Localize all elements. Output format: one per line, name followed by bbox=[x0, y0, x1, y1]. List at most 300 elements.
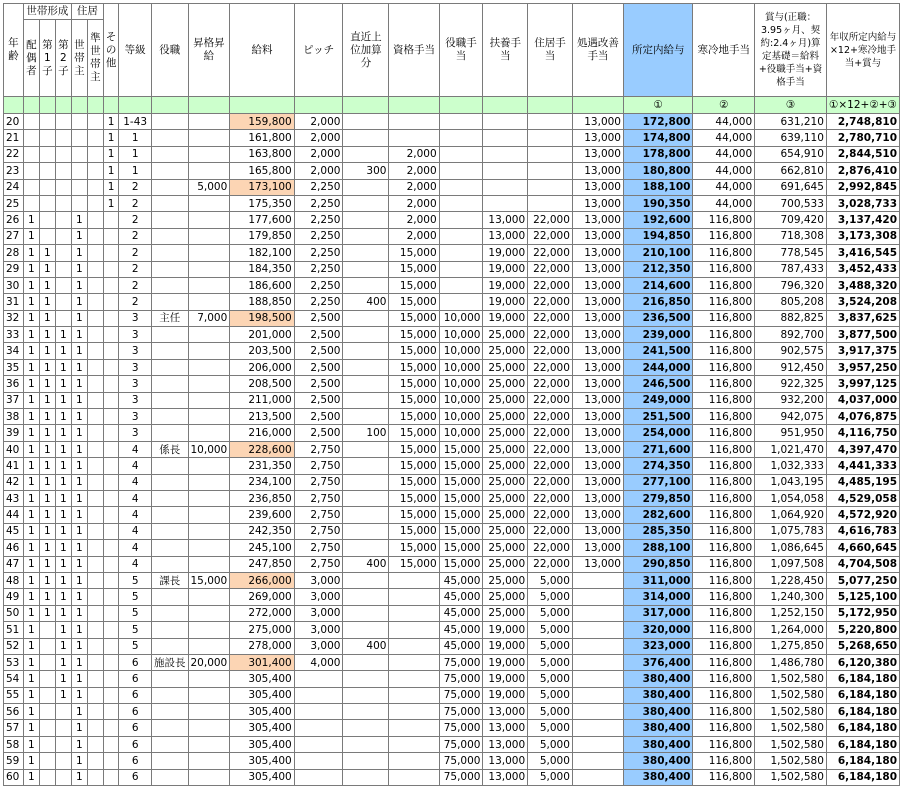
cell-pitch bbox=[294, 704, 343, 720]
cell-bonus: 1,064,920 bbox=[755, 507, 827, 523]
cell-child1: 1 bbox=[39, 409, 55, 425]
cell-bonus: 1,502,580 bbox=[755, 769, 827, 785]
cell-housing: 5,000 bbox=[528, 589, 573, 605]
cell-treatment: 13,000 bbox=[572, 523, 623, 539]
cell-position bbox=[152, 704, 189, 720]
cell-semi-head bbox=[87, 376, 103, 392]
cell-child1 bbox=[39, 654, 55, 670]
cell-salary: 231,350 bbox=[230, 458, 294, 474]
cell-position bbox=[152, 212, 189, 228]
cell-grade: 3 bbox=[119, 425, 152, 441]
cell-head: 1 bbox=[71, 392, 87, 408]
cell-age: 39 bbox=[4, 425, 24, 441]
cell-recent-add: 100 bbox=[343, 425, 389, 441]
cell-qualification bbox=[389, 589, 439, 605]
cell-recent-add bbox=[343, 540, 389, 556]
cell-bonus: 951,950 bbox=[755, 425, 827, 441]
cell-qualification bbox=[389, 638, 439, 654]
cell-semi-head bbox=[87, 720, 103, 736]
cell-salary: 278,000 bbox=[230, 638, 294, 654]
cell-semi-head bbox=[87, 277, 103, 293]
cell-housing: 22,000 bbox=[528, 277, 573, 293]
cell-cold-allowance: 116,800 bbox=[693, 245, 755, 261]
cell-housing: 5,000 bbox=[528, 736, 573, 752]
cell-grade: 4 bbox=[119, 490, 152, 506]
cell-position bbox=[152, 392, 189, 408]
cell-spouse: 1 bbox=[23, 589, 39, 605]
cell-promo bbox=[188, 589, 230, 605]
cell-qualification: 15,000 bbox=[389, 392, 439, 408]
cell-pitch: 2,750 bbox=[294, 474, 343, 490]
cell-promo bbox=[188, 376, 230, 392]
cell-other bbox=[103, 572, 119, 588]
cell-grade: 2 bbox=[119, 195, 152, 211]
table-row bbox=[4, 327, 900, 343]
cell-spouse bbox=[23, 195, 39, 211]
cell-head: 1 bbox=[71, 687, 87, 703]
cell-grade: 3 bbox=[119, 376, 152, 392]
cell-dependent: 25,000 bbox=[483, 540, 528, 556]
cell-pitch: 3,000 bbox=[294, 589, 343, 605]
cell-semi-head bbox=[87, 294, 103, 310]
cell-promo bbox=[188, 704, 230, 720]
cell-promo bbox=[188, 736, 230, 752]
cell-promo bbox=[188, 605, 230, 621]
header-post-allowance: 役職手当 bbox=[439, 4, 483, 97]
cell-promo bbox=[188, 458, 230, 474]
cell-post-allowance: 45,000 bbox=[439, 572, 483, 588]
cell-position bbox=[152, 359, 189, 375]
cell-dependent: 25,000 bbox=[483, 441, 528, 457]
cell-position bbox=[152, 474, 189, 490]
cell-child1: 1 bbox=[39, 540, 55, 556]
cell-housing: 22,000 bbox=[528, 425, 573, 441]
cell-recent-add bbox=[343, 458, 389, 474]
cell-annual: 5,268,650 bbox=[826, 638, 899, 654]
cell-position bbox=[152, 261, 189, 277]
cell-age: 38 bbox=[4, 409, 24, 425]
cell-post-allowance: 45,000 bbox=[439, 622, 483, 638]
cell-other bbox=[103, 441, 119, 457]
cell-recent-add bbox=[343, 146, 389, 162]
cell-recent-add bbox=[343, 343, 389, 359]
cell-salary: 305,400 bbox=[230, 704, 294, 720]
cell-qualification bbox=[389, 654, 439, 670]
cell-age: 32 bbox=[4, 310, 24, 326]
cell-child1: 1 bbox=[39, 589, 55, 605]
cell-position bbox=[152, 294, 189, 310]
cell-child1: 1 bbox=[39, 376, 55, 392]
cell-qualification bbox=[389, 687, 439, 703]
cell-pitch: 3,000 bbox=[294, 572, 343, 588]
cell-promo bbox=[188, 277, 230, 293]
cell-child2: 1 bbox=[55, 458, 71, 474]
cell-annual: 2,844,510 bbox=[826, 146, 899, 162]
cell-treatment bbox=[572, 769, 623, 785]
cell-grade: 2 bbox=[119, 228, 152, 244]
cell-age: 27 bbox=[4, 228, 24, 244]
cell-bonus: 796,320 bbox=[755, 277, 827, 293]
cell-cold-allowance: 116,800 bbox=[693, 753, 755, 769]
cell-dependent: 13,000 bbox=[483, 228, 528, 244]
cell-fixed-salary: 194,850 bbox=[624, 228, 693, 244]
cell-semi-head bbox=[87, 359, 103, 375]
cell-cold-allowance: 116,800 bbox=[693, 261, 755, 277]
cell-treatment: 13,000 bbox=[572, 458, 623, 474]
cell-housing: 22,000 bbox=[528, 245, 573, 261]
cell-child2 bbox=[55, 195, 71, 211]
cell-pitch: 2,250 bbox=[294, 277, 343, 293]
cell-child1: 1 bbox=[39, 392, 55, 408]
cell-fixed-salary: 288,100 bbox=[624, 540, 693, 556]
cell-grade: 6 bbox=[119, 720, 152, 736]
cell-head bbox=[71, 163, 87, 179]
cell-qualification: 2,000 bbox=[389, 163, 439, 179]
cell-recent-add bbox=[343, 130, 389, 146]
table-body bbox=[4, 97, 900, 786]
table-row bbox=[4, 163, 900, 179]
cell-child1 bbox=[39, 146, 55, 162]
cell-treatment: 13,000 bbox=[572, 540, 623, 556]
cell-promo: 10,000 bbox=[188, 441, 230, 457]
cell-grade: 1 bbox=[119, 163, 152, 179]
cell-post-allowance: 10,000 bbox=[439, 376, 483, 392]
table-row bbox=[4, 261, 900, 277]
cell-treatment bbox=[572, 736, 623, 752]
cell-cold-allowance: 116,800 bbox=[693, 720, 755, 736]
cell-annual: 3,917,375 bbox=[826, 343, 899, 359]
cell-promo bbox=[188, 523, 230, 539]
cell-bonus: 778,545 bbox=[755, 245, 827, 261]
cell-post-allowance: 15,000 bbox=[439, 556, 483, 572]
cell-cold-allowance: 44,000 bbox=[693, 195, 755, 211]
cell-spouse: 1 bbox=[23, 736, 39, 752]
cell-dependent: 13,000 bbox=[483, 212, 528, 228]
cell-recent-add bbox=[343, 114, 389, 130]
cell-position bbox=[152, 507, 189, 523]
cell-child2: 1 bbox=[55, 556, 71, 572]
cell-spouse: 1 bbox=[23, 392, 39, 408]
cell-housing: 22,000 bbox=[528, 310, 573, 326]
cell-promo bbox=[188, 228, 230, 244]
cell-semi-head bbox=[87, 146, 103, 162]
cell-annual: 3,524,208 bbox=[826, 294, 899, 310]
cell-child2 bbox=[55, 130, 71, 146]
cell-treatment: 13,000 bbox=[572, 556, 623, 572]
cell-fixed-salary: 254,000 bbox=[624, 425, 693, 441]
cell-cold-allowance: 116,800 bbox=[693, 425, 755, 441]
cell-grade: 3 bbox=[119, 327, 152, 343]
cell-child2: 1 bbox=[55, 638, 71, 654]
cell-dependent: 19,000 bbox=[483, 294, 528, 310]
table-row bbox=[4, 720, 900, 736]
cell-annual: 4,616,783 bbox=[826, 523, 899, 539]
cell-other bbox=[103, 409, 119, 425]
cell-child1: 1 bbox=[39, 327, 55, 343]
cell-pitch bbox=[294, 687, 343, 703]
header-fixed-salary: 所定内給与 bbox=[624, 4, 693, 97]
cell-housing bbox=[528, 146, 573, 162]
cell-semi-head bbox=[87, 654, 103, 670]
cell-cold-allowance: 116,800 bbox=[693, 605, 755, 621]
cell-cold-allowance: 116,800 bbox=[693, 212, 755, 228]
cell-promo bbox=[188, 409, 230, 425]
cell-semi-head bbox=[87, 212, 103, 228]
cell-post-allowance: 15,000 bbox=[439, 540, 483, 556]
table-row bbox=[4, 589, 900, 605]
table-row bbox=[4, 425, 900, 441]
cell-other bbox=[103, 556, 119, 572]
cell-post-allowance: 45,000 bbox=[439, 589, 483, 605]
cell-semi-head bbox=[87, 704, 103, 720]
cell-child2 bbox=[55, 179, 71, 195]
cell-recent-add bbox=[343, 654, 389, 670]
cell-spouse: 1 bbox=[23, 704, 39, 720]
cell-recent-add bbox=[343, 687, 389, 703]
cell-cold-allowance: 116,800 bbox=[693, 376, 755, 392]
cell-grade: 5 bbox=[119, 589, 152, 605]
cell-promo bbox=[188, 753, 230, 769]
cell-child2 bbox=[55, 310, 71, 326]
cell-recent-add bbox=[343, 589, 389, 605]
cell-dependent: 25,000 bbox=[483, 572, 528, 588]
cell-position bbox=[152, 687, 189, 703]
cell-spouse: 1 bbox=[23, 622, 39, 638]
table-row bbox=[4, 605, 900, 621]
cell-post-allowance: 10,000 bbox=[439, 327, 483, 343]
cell-cold-allowance: 116,800 bbox=[693, 736, 755, 752]
cell-post-allowance bbox=[439, 212, 483, 228]
cell-treatment bbox=[572, 638, 623, 654]
cell-qualification: 15,000 bbox=[389, 343, 439, 359]
cell-pitch bbox=[294, 720, 343, 736]
cell-bonus: 1,097,508 bbox=[755, 556, 827, 572]
cell-promo bbox=[188, 130, 230, 146]
cell-pitch: 3,000 bbox=[294, 638, 343, 654]
cell-other bbox=[103, 507, 119, 523]
cell-fixed-salary: 271,600 bbox=[624, 441, 693, 457]
cell-post-allowance: 75,000 bbox=[439, 671, 483, 687]
cell-other bbox=[103, 671, 119, 687]
cell-salary: 305,400 bbox=[230, 720, 294, 736]
table-row bbox=[4, 343, 900, 359]
cell-spouse: 1 bbox=[23, 294, 39, 310]
salary-table bbox=[3, 3, 900, 786]
cell-other bbox=[103, 589, 119, 605]
cell-head: 1 bbox=[71, 704, 87, 720]
cell-treatment bbox=[572, 687, 623, 703]
cell-head: 1 bbox=[71, 212, 87, 228]
cell-cold-allowance: 44,000 bbox=[693, 146, 755, 162]
cell-post-allowance: 15,000 bbox=[439, 490, 483, 506]
cell-spouse: 1 bbox=[23, 605, 39, 621]
cell-annual: 4,397,470 bbox=[826, 441, 899, 457]
cell-child1: 1 bbox=[39, 245, 55, 261]
cell-dependent: 25,000 bbox=[483, 343, 528, 359]
table-row bbox=[4, 638, 900, 654]
cell-semi-head bbox=[87, 179, 103, 195]
table-row bbox=[4, 114, 900, 130]
cell-treatment bbox=[572, 622, 623, 638]
cell-pitch: 2,750 bbox=[294, 507, 343, 523]
cell-semi-head bbox=[87, 490, 103, 506]
cell-child1 bbox=[39, 622, 55, 638]
header-dependent: 扶養手当 bbox=[483, 4, 528, 97]
cell-treatment: 13,000 bbox=[572, 212, 623, 228]
cell-head: 1 bbox=[71, 540, 87, 556]
cell-grade: 2 bbox=[119, 245, 152, 261]
cell-fixed-salary: 311,000 bbox=[624, 572, 693, 588]
cell-post-allowance bbox=[439, 163, 483, 179]
table-row bbox=[4, 622, 900, 638]
cell-cold-allowance: 116,800 bbox=[693, 343, 755, 359]
cell-salary: 275,000 bbox=[230, 622, 294, 638]
cell-spouse: 1 bbox=[23, 671, 39, 687]
cell-position bbox=[152, 228, 189, 244]
cell-fixed-salary: 236,500 bbox=[624, 310, 693, 326]
cell-dependent: 19,000 bbox=[483, 245, 528, 261]
cell-recent-add bbox=[343, 359, 389, 375]
cell-age: 43 bbox=[4, 490, 24, 506]
cell-treatment: 13,000 bbox=[572, 376, 623, 392]
cell-salary: 239,600 bbox=[230, 507, 294, 523]
table-row bbox=[4, 523, 900, 539]
cell-dependent bbox=[483, 163, 528, 179]
cell-housing: 5,000 bbox=[528, 622, 573, 638]
cell-bonus: 1,075,783 bbox=[755, 523, 827, 539]
cell-cold-allowance: 44,000 bbox=[693, 179, 755, 195]
cell-other bbox=[103, 392, 119, 408]
cell-other: 1 bbox=[103, 195, 119, 211]
cell-promo bbox=[188, 195, 230, 211]
cell-treatment: 13,000 bbox=[572, 228, 623, 244]
cell-other bbox=[103, 523, 119, 539]
cell-promo bbox=[188, 720, 230, 736]
cell-housing: 5,000 bbox=[528, 769, 573, 785]
cell-fixed-salary: 285,350 bbox=[624, 523, 693, 539]
cell-recent-add bbox=[343, 572, 389, 588]
cell-spouse bbox=[23, 114, 39, 130]
header-row-top bbox=[4, 4, 900, 20]
cell-qualification: 15,000 bbox=[389, 458, 439, 474]
cell-cold-allowance: 116,800 bbox=[693, 458, 755, 474]
cell-grade: 4 bbox=[119, 441, 152, 457]
cell-salary: 305,400 bbox=[230, 753, 294, 769]
cell-annual: 3,452,433 bbox=[826, 261, 899, 277]
cell-spouse: 1 bbox=[23, 376, 39, 392]
cell-pitch: 2,500 bbox=[294, 310, 343, 326]
cell-qualification: 2,000 bbox=[389, 146, 439, 162]
marker-bonus: ③ bbox=[755, 97, 827, 114]
cell-semi-head bbox=[87, 736, 103, 752]
cell-promo: 15,000 bbox=[188, 572, 230, 588]
cell-pitch: 2,500 bbox=[294, 327, 343, 343]
cell-position bbox=[152, 277, 189, 293]
cell-bonus: 1,032,333 bbox=[755, 458, 827, 474]
cell-recent-add bbox=[343, 441, 389, 457]
cell-spouse: 1 bbox=[23, 458, 39, 474]
cell-cold-allowance: 116,800 bbox=[693, 490, 755, 506]
cell-other bbox=[103, 310, 119, 326]
cell-head: 1 bbox=[71, 753, 87, 769]
cell-fixed-salary: 216,850 bbox=[624, 294, 693, 310]
table-row bbox=[4, 671, 900, 687]
cell-child1: 1 bbox=[39, 261, 55, 277]
cell-child2 bbox=[55, 163, 71, 179]
cell-treatment bbox=[572, 704, 623, 720]
cell-recent-add bbox=[343, 736, 389, 752]
cell-head bbox=[71, 146, 87, 162]
cell-cold-allowance: 116,800 bbox=[693, 671, 755, 687]
cell-housing: 22,000 bbox=[528, 376, 573, 392]
cell-child2: 1 bbox=[55, 409, 71, 425]
table-row bbox=[4, 474, 900, 490]
cell-promo bbox=[188, 556, 230, 572]
cell-other bbox=[103, 736, 119, 752]
cell-age: 44 bbox=[4, 507, 24, 523]
cell-position bbox=[152, 195, 189, 211]
cell-grade: 6 bbox=[119, 687, 152, 703]
cell-age: 30 bbox=[4, 277, 24, 293]
table-row bbox=[4, 572, 900, 588]
cell-other bbox=[103, 605, 119, 621]
cell-grade: 5 bbox=[119, 605, 152, 621]
cell-age: 56 bbox=[4, 704, 24, 720]
cell-dependent bbox=[483, 130, 528, 146]
cell-housing: 22,000 bbox=[528, 540, 573, 556]
cell-housing bbox=[528, 195, 573, 211]
cell-housing: 5,000 bbox=[528, 687, 573, 703]
cell-head: 1 bbox=[71, 638, 87, 654]
table-row bbox=[4, 392, 900, 408]
cell-post-allowance bbox=[439, 146, 483, 162]
cell-post-allowance bbox=[439, 179, 483, 195]
marker-annual: ①×12+②+③ bbox=[826, 97, 899, 114]
cell-grade: 3 bbox=[119, 343, 152, 359]
cell-annual: 5,220,800 bbox=[826, 622, 899, 638]
cell-semi-head bbox=[87, 163, 103, 179]
cell-spouse: 1 bbox=[23, 212, 39, 228]
cell-post-allowance: 75,000 bbox=[439, 769, 483, 785]
cell-salary: 173,100 bbox=[230, 179, 294, 195]
cell-dependent: 19,000 bbox=[483, 622, 528, 638]
table-row bbox=[4, 769, 900, 785]
cell-spouse: 1 bbox=[23, 769, 39, 785]
cell-post-allowance: 75,000 bbox=[439, 704, 483, 720]
cell-annual: 3,997,125 bbox=[826, 376, 899, 392]
cell-bonus: 922,325 bbox=[755, 376, 827, 392]
cell-dependent: 13,000 bbox=[483, 736, 528, 752]
cell-post-allowance: 10,000 bbox=[439, 392, 483, 408]
cell-spouse: 1 bbox=[23, 261, 39, 277]
cell-fixed-salary: 314,000 bbox=[624, 589, 693, 605]
cell-bonus: 1,043,195 bbox=[755, 474, 827, 490]
cell-head: 1 bbox=[71, 458, 87, 474]
cell-treatment bbox=[572, 572, 623, 588]
cell-spouse: 1 bbox=[23, 245, 39, 261]
cell-semi-head bbox=[87, 245, 103, 261]
cell-bonus: 1,021,470 bbox=[755, 441, 827, 457]
header-recent-add: 直近上位加算分 bbox=[343, 4, 389, 97]
cell-head: 1 bbox=[71, 359, 87, 375]
cell-other bbox=[103, 622, 119, 638]
cell-bonus: 912,450 bbox=[755, 359, 827, 375]
cell-qualification: 15,000 bbox=[389, 490, 439, 506]
cell-housing: 5,000 bbox=[528, 704, 573, 720]
cell-grade: 4 bbox=[119, 540, 152, 556]
cell-salary: 269,000 bbox=[230, 589, 294, 605]
cell-annual: 5,077,250 bbox=[826, 572, 899, 588]
